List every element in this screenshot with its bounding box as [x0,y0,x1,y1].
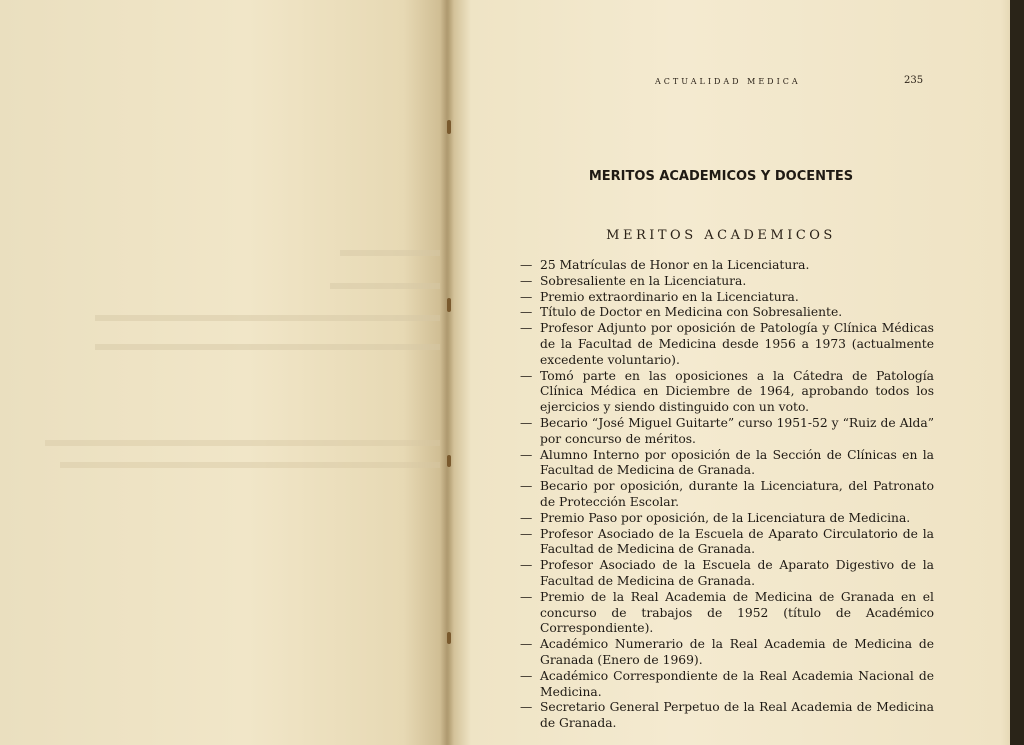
list-dash: — [520,447,533,462]
binding-stitch [447,298,451,312]
list-item: — Alumno Interno por oposición de la Sección de Clínicas en la Facultad de Medicina de Granada. [520,447,934,478]
list-dash: — [520,637,533,652]
list-dash: — [520,589,533,604]
list-item: — Becario por oposición, durante la Licenciatura, del Patronato de Protección Escolar. [520,479,934,509]
merits-list [520,258,934,732]
list-item: — Título de Doctor en Medicina con Sobresaliente. [520,305,843,320]
bleed-through-mark [95,344,440,350]
list-dash: — [520,273,533,288]
list-item: — Becario “José Miguel Guitarte” curso 1951-52 y “Ruiz de Alda” por concurso de méritos. [520,415,934,446]
list-item: — Premio extraordinario en la Licenciatura. [520,289,799,304]
bleed-through-mark [340,250,440,256]
binding-stitch [447,632,451,644]
list-item: — Premio de la Real Academia de Medicina de Granada en el concurso de trabajos de 1952 (título de Académico Correspondiente). [520,589,934,636]
list-item: — Académico Correspondiente de la Real Academia Nacional de Medicina. [520,668,934,699]
list-item: — 25 Matrículas de Honor en la Licenciatura. [520,258,810,272]
list-item: — Premio Paso por oposición, de la Licenciatura de Medicina. [520,510,911,525]
section-title: MERITOS ACADEMICOS Y DOCENTES [588,169,854,184]
running-header: ACTUALIDAD MEDICA [655,77,801,86]
bleed-through-mark [95,315,440,321]
list-dash: — [520,368,533,383]
left-page [0,0,448,745]
list-dash: — [520,700,533,715]
page-number: 235 [904,75,924,86]
binding-stitch [447,455,451,467]
list-item: — Profesor Asociado de la Escuela de Aparato Circulatorio de la Facultad de Medicina de Granada. [520,526,934,557]
binding-stitch [447,120,451,134]
list-dash: — [520,258,533,272]
list-item: — Profesor Adjunto por oposición de Patología y Clínica Médicas de la Facultad de Medicina desde 1956 a 1973 (actualmente excedente voluntario). [520,321,934,367]
list-dash: — [520,668,533,683]
list-dash: — [520,526,533,541]
list-dash: — [520,305,533,320]
list-dash: — [520,415,533,430]
subsection-title: MERITOS ACADEMICOS [606,228,836,243]
list-item: — Tomó parte en las oposiciones a la Cátedra de Patología Clínica Médica en Diciembre de 1964, aprobando todos los ejercicios y siendo distinguido con un voto. [520,368,934,415]
list-dash: — [520,510,533,525]
list-dash: — [520,289,533,304]
bleed-through-mark [60,462,440,468]
bleed-through-mark [330,283,440,289]
bleed-through-mark [45,440,440,446]
list-item: — Secretario General Perpetuo de la Real Academia de Medicina de Granada. [520,700,934,731]
list-item: — Profesor Asociado de la Escuela de Aparato Digestivo de la Facultad de Medicina de Granada. [520,558,934,588]
list-dash: — [520,558,533,573]
list-dash: — [520,479,533,494]
page-edge-shadow [1010,0,1024,745]
list-item: — Académico Numerario de la Real Academia de Medicina de Granada (Enero de 1969). [520,637,934,667]
list-dash: — [520,321,533,336]
list-item: — Sobresaliente en la Licenciatura. [520,273,747,288]
